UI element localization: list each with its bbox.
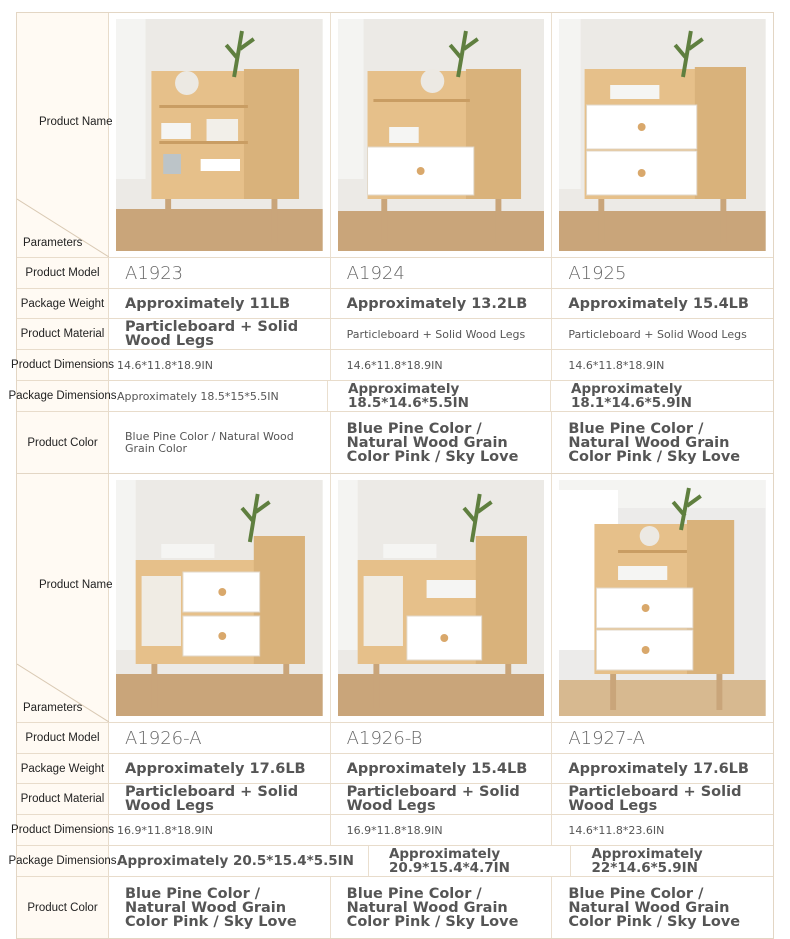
dimensions-row — [11, 349, 773, 380]
package-dimensions-label: Package Dimensions — [17, 381, 109, 411]
model-row — [17, 722, 773, 753]
dimensions-value: 14.6*11.8*18.9IN — [109, 350, 331, 380]
model-value: A1926-B — [331, 723, 553, 753]
nightstand-a1925-image — [559, 19, 766, 251]
dimensions-value: 14.6*11.8*23.6IN — [568, 823, 665, 837]
color-value: Blue Pine Color / Natural Wood Grain Color Pink / Sky Love — [568, 885, 741, 930]
product-dimensions-label: Product Dimensions — [17, 815, 109, 845]
product-material-label: Product Material — [17, 784, 109, 814]
color-value: Blue Pine Color / Natural Wood Grain Color Pink / Sky Love — [331, 412, 553, 473]
weight-row — [17, 288, 773, 318]
weight-value: Approximately 11LB — [109, 289, 331, 318]
nightstand-a1924-image — [338, 19, 545, 251]
nightstand-a1927a-image — [559, 480, 766, 716]
package-dimensions-value: Approximately 18.5*14.6*5.5IN — [328, 381, 551, 411]
spec-block-1 — [8, 12, 774, 474]
color-row — [17, 876, 773, 938]
parameters-label: Parameters — [23, 702, 83, 714]
image-row — [17, 13, 773, 257]
package-weight-label: Package Weight — [17, 289, 109, 318]
model-value: A1925 — [568, 262, 627, 284]
material-value: Particleboard + Solid Wood Legs — [568, 327, 747, 341]
package-dimensions-value: Approximately 18.1*14.6*5.9IN — [571, 381, 692, 411]
weight-value: Approximately 15.4LB — [331, 754, 553, 783]
spec-table — [8, 12, 774, 939]
product-photo-cell — [552, 474, 773, 722]
color-value: Blue Pine Color / Natural Wood Grain Color Pink / Sky Love — [109, 877, 331, 938]
diagonal-divider — [17, 474, 109, 722]
material-value: Particleboard + Solid Wood Legs — [331, 784, 553, 814]
material-value: Particleboard + Solid Wood Legs — [331, 319, 553, 349]
weight-value: Approximately 17.6LB — [568, 760, 749, 777]
model-value: A1926-A — [109, 723, 331, 753]
material-value: Particleboard + Solid Wood Legs — [109, 319, 331, 349]
color-value: Blue Pine Color / Natural Wood Grain Color Pink / Sky Love — [331, 877, 553, 938]
weight-value: Approximately 15.4LB — [568, 295, 749, 312]
header-corner-cell — [17, 474, 113, 722]
color-value: Blue Pine Color / Natural Wood Grain Color — [109, 412, 331, 473]
dimensions-value: 16.9*11.8*18.9IN — [331, 815, 553, 845]
nightstand-a1926b-image — [338, 480, 545, 716]
product-name-label: Product Name — [39, 116, 113, 128]
package-dimensions-value: Approximately 22*14.6*5.9IN — [591, 846, 703, 876]
package-dimensions-row — [8, 845, 773, 876]
product-photo-cell — [331, 474, 553, 722]
product-model-label: Product Model — [17, 258, 109, 288]
product-color-label: Product Color — [17, 877, 109, 938]
color-row — [17, 411, 773, 473]
package-dimensions-value: Approximately 18.5*15*5.5IN — [109, 381, 328, 411]
dimensions-row — [11, 814, 773, 845]
product-material-label: Product Material — [17, 319, 109, 349]
nightstand-a1926a-image — [116, 480, 323, 716]
product-dimensions-label: Product Dimensions — [17, 350, 109, 380]
material-value: Particleboard + Solid Wood Legs — [109, 784, 331, 814]
material-row — [17, 318, 773, 349]
header-corner-cell — [17, 13, 113, 257]
package-dimensions-label: Package Dimensions — [17, 846, 109, 876]
package-weight-label: Package Weight — [17, 754, 109, 783]
weight-row — [17, 753, 773, 783]
diagonal-divider — [17, 13, 109, 257]
product-name-label: Product Name — [39, 579, 113, 591]
model-value: A1924 — [331, 258, 553, 288]
dimensions-value: 16.9*11.8*18.9IN — [109, 815, 331, 845]
dimensions-value: 14.6*11.8*18.9IN — [568, 358, 665, 372]
package-dimensions-row — [8, 380, 773, 411]
image-row — [17, 474, 773, 722]
package-dimensions-value: Approximately 20.5*15.4*5.5IN — [109, 846, 369, 876]
nightstand-a1923-image — [116, 19, 323, 251]
spec-block-2 — [8, 474, 774, 939]
product-photo-cell — [552, 13, 773, 257]
dimensions-value: 14.6*11.8*18.9IN — [331, 350, 553, 380]
material-value: Particleboard + Solid Wood Legs — [568, 784, 742, 814]
weight-value: Approximately 17.6LB — [109, 754, 331, 783]
product-photo-cell — [331, 13, 553, 257]
product-model-label: Product Model — [17, 723, 109, 753]
model-value: A1923 — [109, 258, 331, 288]
package-dimensions-value: Approximately 20.9*15.4*4.7IN — [369, 846, 572, 876]
color-value: Blue Pine Color / Natural Wood Grain Color Pink / Sky Love — [568, 420, 741, 465]
material-row — [17, 783, 773, 814]
product-photo-cell — [109, 474, 331, 722]
model-row — [17, 257, 773, 288]
parameters-label: Parameters — [23, 237, 83, 249]
product-color-label: Product Color — [17, 412, 109, 473]
weight-value: Approximately 13.2LB — [331, 289, 553, 318]
model-value: A1927-A — [568, 727, 645, 749]
product-photo-cell — [109, 13, 331, 257]
